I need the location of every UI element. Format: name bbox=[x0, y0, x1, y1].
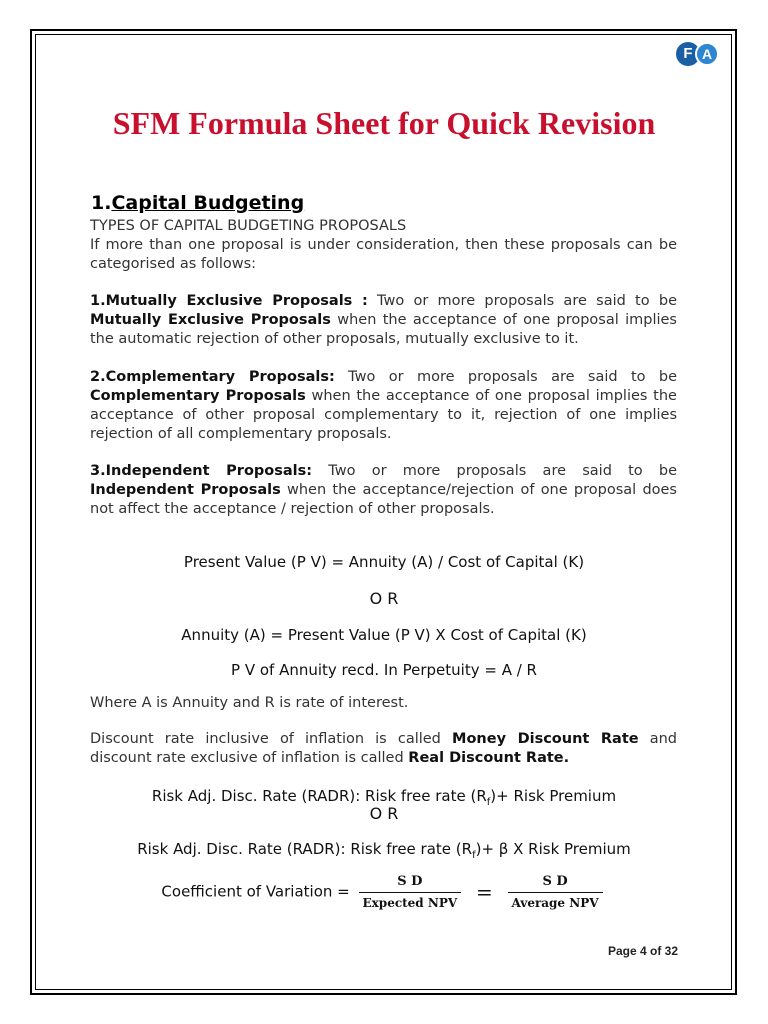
discount-text-b: and discount rate exclusive of inflation is called bbox=[90, 731, 678, 766]
money-discount-rate: Money Discount Rate bbox=[452, 731, 639, 747]
proposal-3-text-b: when the acceptance/rejection of one proposal does not affect the acceptance / rejection of other proposals. bbox=[90, 482, 677, 517]
proposal-2-label: 2.Complementary Proposals: bbox=[90, 369, 335, 385]
formula-perpetuity: P V of Annuity recd. In Perpetuity = A / R bbox=[231, 661, 537, 679]
proposal-1-term: Mutually Exclusive Proposals bbox=[90, 312, 331, 328]
proposal-3-term: Independent Proposals bbox=[90, 482, 281, 498]
discount-rate-paragraph bbox=[90, 730, 677, 768]
formula-radr-2 bbox=[0, 839, 768, 866]
radr-1-text-a: Risk Adj. Disc. Rate (RADR): Risk free rate (R bbox=[151, 787, 487, 805]
intro-paragraph bbox=[90, 236, 677, 274]
document-title: SFM Formula Sheet for Quick Revision bbox=[112, 105, 656, 141]
cov-denominator-1: Expected NPV bbox=[362, 895, 458, 910]
section-number: 1. bbox=[91, 192, 112, 214]
proposal-2 bbox=[90, 368, 677, 444]
proposal-2-term: Complementary Proposals bbox=[90, 388, 306, 404]
cov-label: Coefficient of Variation = bbox=[161, 882, 350, 901]
formula-present-value: Present Value (P V) = Annuity (A) / Cost of Capital (K) bbox=[183, 553, 585, 571]
formula-coefficient-of-variation bbox=[0, 872, 768, 911]
or-separator-2: O R bbox=[369, 804, 399, 823]
proposal-3 bbox=[90, 462, 677, 519]
cov-numerator-1: S D bbox=[359, 874, 462, 893]
radr-2-subscript: f bbox=[472, 850, 476, 861]
section-title: Capital Budgeting bbox=[111, 192, 305, 214]
proposal-1-text-b: when the acceptance of one proposal implies the automatic rejection of other proposals, mutually exclusive to it. bbox=[90, 312, 677, 347]
logo-a-circle: A bbox=[695, 42, 719, 66]
proposal-2-text-a: Two or more proposals are said to be bbox=[334, 369, 677, 385]
logo-f-circle: F bbox=[676, 42, 700, 66]
proposal-1-label: 1.Mutually Exclusive Proposals : bbox=[90, 293, 368, 309]
cov-numerator-2: S D bbox=[508, 874, 603, 893]
cov-denominator-2: Average NPV bbox=[511, 895, 599, 910]
real-discount-rate: Real Discount Rate. bbox=[408, 750, 570, 766]
or-separator-1: O R bbox=[369, 589, 399, 608]
proposal-3-label: 3.Independent Proposals: bbox=[90, 463, 313, 479]
radr-2-text-a: Risk Adj. Disc. Rate (RADR): Risk free rate (R bbox=[137, 840, 473, 858]
cov-fraction-average bbox=[508, 874, 603, 910]
radr-2-text-b: )+ β X Risk Premium bbox=[475, 840, 631, 858]
proposal-1-text-a: Two or more proposals are said to be bbox=[367, 293, 677, 309]
formula-annuity: Annuity (A) = Present Value (P V) X Cost of Capital (K) bbox=[181, 626, 587, 644]
cov-fraction-expected bbox=[359, 874, 462, 910]
proposal-1 bbox=[90, 292, 677, 349]
radr-1-text-b: )+ Risk Premium bbox=[490, 787, 617, 805]
proposal-2-text-b: when the acceptance of one proposal implies the acceptance of other proposal complementary to it, rejection of one implies rejection of all complementary proposals. bbox=[90, 388, 677, 442]
discount-text-a: Discount rate inclusive of inflation is called bbox=[90, 731, 453, 747]
where-note: Where A is Annuity and R is rate of interest. bbox=[90, 695, 409, 711]
intro-text: If more than one proposal is under consideration, then these proposals can be categorised as follows: bbox=[90, 237, 677, 272]
subheading: TYPES OF CAPITAL BUDGETING PROPOSALS bbox=[90, 218, 407, 234]
proposal-3-text-a: Two or more proposals are said to be bbox=[312, 463, 678, 479]
cov-equals: = bbox=[475, 879, 493, 904]
radr-1-subscript: f bbox=[486, 797, 491, 808]
page-number: Page 4 of 32 bbox=[607, 944, 678, 958]
section-heading bbox=[91, 190, 304, 216]
fa-logo bbox=[676, 42, 724, 66]
